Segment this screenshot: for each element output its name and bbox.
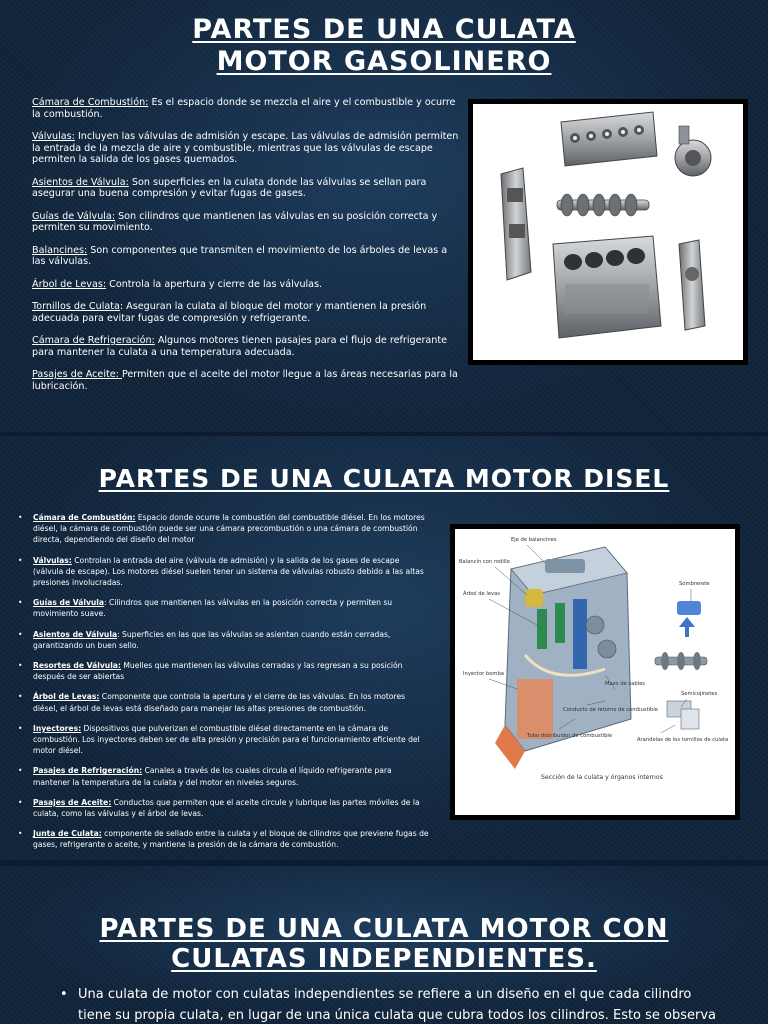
part-description: Conductos que permiten que el aceite circule y lubrique las partes móviles de la culata, como las válvulas y el árbol de levas. [33,797,420,819]
label-balancin: Balancín con rodillo [459,559,510,565]
list-item [18,597,430,619]
label-semicojinetes: Semicojinetes [681,691,718,697]
part-term: Inyectores: [33,723,82,733]
part-description: : Aseguran la culata al bloque del motor y mantienen la presión adecuada para evitar fugas de compresión y refrigerante. [32,301,427,324]
part-term: Tornillos de Culata [32,301,120,312]
list-item [18,660,430,682]
list-item [18,512,430,546]
diesel-head-diagram [450,524,740,820]
cylinder-head-part [561,112,657,166]
slide3-title-line2: CULATAS INDEPENDIENTES. [171,944,597,974]
list-item [18,765,430,787]
list-item [18,723,430,757]
slide-diesel-head [0,436,768,860]
part-term: Árbol de Levas: [32,278,107,290]
part-description: Canales a través de los cuales circula el líquido refrigerante para mantener la temperatura de la culata y del motor en niveles seguros. [33,766,392,787]
part-term: Resortes de Válvula: [33,661,121,671]
part-description: Permiten que el aceite del motor llegue a las áreas necesarias para la lubricación. [32,369,458,392]
crankshaft-part [557,194,649,216]
list-item [32,335,460,358]
list-item [18,691,430,713]
part-term: Asientos de Válvula: [32,176,129,188]
part-term: Válvulas: [33,555,72,565]
slide-independent-heads [0,866,768,1024]
label-conducto: Conducto de retorno de combustible [563,707,658,713]
list-item [18,828,430,850]
slide1-title-line1: PARTES DE UNA CULATA [192,14,576,45]
diagram-caption: Sección de la culata y órganos internos [541,774,663,781]
part-term: Cámara de Combustión: [33,513,136,522]
part-term: Árbol de Levas: [33,692,100,702]
slide-gasoline-head [0,0,768,432]
list-item [32,369,460,392]
label-sombrerete: Sombrerete [679,581,710,587]
part-term: Guías de Válvula [33,598,105,608]
label-mazo: Mazo de cables [605,681,645,687]
list-item [32,279,460,291]
part-description: Espacio donde ocurre la combustión del combustible diésel. En los motores diésel, la cámara de combustión puede ser una cámara precombustión o una cámara de combustión directa, dependiendo del diseño del motor [33,513,425,545]
part-description: Muelles que mantienen las válvulas cerradas y las regresan a su posición después de ser abiertas [33,661,403,682]
diesel-head-cutaway [455,529,735,815]
part-term: Asientos de Válvula [33,629,118,639]
part-term: Válvulas: [32,131,75,142]
part-description: Incluyen las válvulas de admisión y escape. Las válvulas de admisión permiten la entrada de la mezcla de aire y combustible, mientras que las válvulas de escape permiten la salida de los gases quemados. [32,131,459,165]
label-eje: Eje de balancines [511,537,557,543]
part-term: Pasajes de Aceite: [32,369,122,380]
list-item [18,797,430,819]
list-item [32,97,460,120]
independent-heads-list [60,984,720,1024]
list-item: • Una culata de motor con culatas independientes se refiere a un diseño en el que cada cilindro tiene su propia culata, en lugar de una única culata que cubra todos los cilindros. Esto se observa [60,984,720,1024]
list-item [18,629,430,651]
part-description: Dispositivos que pulverizan el combustible diésel directamente en la cámara de combustión. Los inyectores deben ser de alta presión y precisión para el funcionamiento eficiente del motor diésel. [33,723,420,756]
slide2-title [0,464,768,494]
part-description: Son cilindros que mantienen las válvulas en su posición correcta y permiten su movimiento. [32,210,438,233]
label-arbol: Árbol de levas [463,591,500,597]
part-description: : Superficies en las que las válvulas se asientan cuando están cerradas, garantizando un buen sello. [33,629,391,650]
part-term: Cámara de Refrigeración: [32,335,155,346]
engine-parts-illustration [473,104,743,360]
part-description: Son superficies en la culata donde las válvulas se sellan para asegurar una buena compresión y evitar fugas de gases. [32,176,427,199]
part-term: Pasajes de Refrigeración: [33,766,143,776]
slide1-title-line2: MOTOR GASOLINERO [216,46,552,77]
part-description: Controlan la entrada del aire (válvula de admisión) y la salida de los gases de escape (válvula de escape). Los motores diésel suelen tener un sistema de válvulas robusto debido a las altas presiones involucradas. [33,555,424,588]
slide3-title-line1: PARTES DE UNA CULATA MOTOR CON [99,914,669,944]
part-description: Algunos motores tienen pasajes para el flujo de refrigerante para mantener la culata a una temperatura adecuada. [32,335,448,358]
part-term: Pasajes de Aceite: [33,797,112,807]
label-arandelas: Arandelas de los tornillos de culata [637,737,729,743]
engine-block-part [553,236,661,338]
gasoline-parts-list [32,97,460,403]
slide1-title [0,14,768,78]
part-description: Es el espacio donde se mezcla el aire y el combustible y ocurre la combustión. [32,97,456,120]
diesel-parts-list [18,512,430,860]
list-item [32,301,460,324]
part-term: Guías de Válvula: [32,210,116,222]
list-item [32,211,460,234]
part-term: Junta de Culata: [33,829,102,839]
label-tubo: Tubo distribuidor de combustible [527,733,612,739]
part-description: componente de sellado entre la culata y el bloque de cilindros que previene fugas de gases, refrigerante o aceite, y mantiene la presión de la cámara de combustión. [33,829,429,850]
part-term: Cámara de Combustión: [32,97,149,108]
slide3-title [0,914,768,974]
part-description: Componente que controla la apertura y el cierre de las válvulas. En los motores diésel, el árbol de levas está diseñado para manejar las altas presiones de combustión. [33,692,406,713]
list-item [32,177,460,200]
part-description: Controla la apertura y cierre de las válvulas. [106,278,323,290]
slide2-title-text: PARTES DE UNA CULATA MOTOR DISEL [98,464,670,493]
engine-parts-photo [468,99,748,365]
part-term: Balancines: [32,244,88,256]
part-description: Son componentes que transmiten el movimiento de los árboles de levas a las válvulas. [32,244,448,267]
list-item [18,555,430,589]
label-inyector: Inyector bomba [463,671,504,677]
part-description: : Cilindros que mantienen las válvulas en la posición correcta y permiten su movimiento suave. [33,598,393,619]
list-item [32,245,460,268]
list-item [32,131,460,166]
